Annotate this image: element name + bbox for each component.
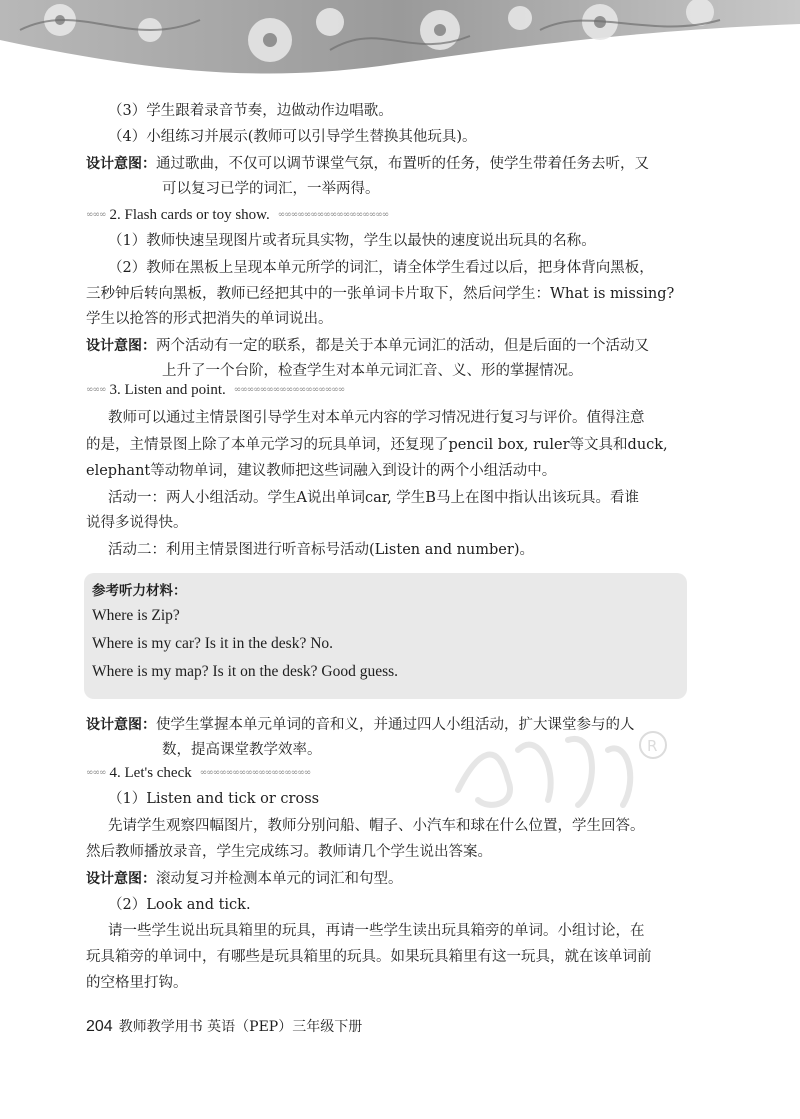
listening-material-box bbox=[84, 573, 687, 699]
design-intent-1-cont: 可以复习已学的词汇，一举两得。 bbox=[162, 181, 380, 197]
design-intent-3 bbox=[86, 712, 635, 738]
section-2-item-1: （1）教师快速呈现图片或者玩具实物，学生以最快的速度说出玩具的名称。 bbox=[108, 233, 596, 249]
design-intent-label: 设计意图： bbox=[86, 338, 156, 354]
section-4-sub-2-text: 请一些学生说出玩具箱里的玩具，再请一些学生读出玩具箱旁的单词。小组讨论，在 bbox=[108, 923, 645, 939]
section-4-sub-1: （1）Listen and tick or cross bbox=[108, 791, 320, 807]
design-intent-text: 滚动复习并检测本单元的词汇和句型。 bbox=[156, 871, 403, 887]
dotted-leader: ∞∞∞ bbox=[86, 385, 106, 395]
step-3: （3）学生跟着录音节奏，边做动作边唱歌。 bbox=[108, 103, 393, 119]
section-4-heading bbox=[86, 763, 310, 783]
section-4-sub-2-text-cont: 玩具箱旁的单词中，有哪些是玩具箱里的玩具。如果玩具箱里有这一玩具，就在该单词前 bbox=[86, 949, 652, 965]
activity-2: 活动二：利用主情景图进行听音标号活动(Listen and number)。 bbox=[108, 542, 534, 558]
page-number: 204 bbox=[86, 1018, 113, 1035]
step-4: （4）小组练习并展示(教师可以引导学生替换其他玩具)。 bbox=[108, 129, 477, 145]
section-2-item-2-cont: 三秒钟后转向黑板，教师已经把其中的一张单词卡片取下，然后问学生：What is missing? bbox=[86, 286, 675, 302]
svg-text:R: R bbox=[647, 737, 658, 755]
section-4-sub-2-text-cont: 的空格里打钩。 bbox=[86, 975, 188, 991]
listening-line: Where is my map? Is it on the desk? Good guess. bbox=[92, 663, 399, 680]
dotted-leader: ∞∞∞∞∞∞∞∞∞∞∞∞∞∞∞∞∞ bbox=[199, 768, 311, 778]
section-3-paragraph-cont: 的是，主情景图上除了本单元学习的玩具单词，还复现了pencil box, ruler等文具和duck, bbox=[86, 437, 668, 453]
design-intent-text: 使学生掌握本单元单词的音和义，并通过四人小组活动，扩大课堂参与的人 bbox=[156, 717, 635, 733]
section-3-heading bbox=[86, 380, 344, 400]
activity-1: 活动一：两人小组活动。学生A说出单词car, 学生B马上在图中指认出该玩具。看谁 bbox=[108, 490, 639, 506]
section-2-item-2: （2）教师在黑板上呈现本单元所学的词汇，请全体学生看过以后，把身体背向黑板， bbox=[108, 260, 654, 276]
design-intent-label: 设计意图： bbox=[86, 717, 156, 733]
section-title: 2. Flash cards or toy show. bbox=[109, 207, 270, 223]
design-intent-text: 通过歌曲，不仅可以调节课堂气氛，布置听的任务，使学生带着任务去听，又 bbox=[156, 156, 649, 172]
section-2-item-2-cont: 学生以抢答的形式把消失的单词说出。 bbox=[86, 311, 333, 327]
dotted-leader: ∞∞∞∞∞∞∞∞∞∞∞∞∞∞∞∞∞ bbox=[233, 385, 345, 395]
listening-line: Where is my car? Is it in the desk? No. bbox=[92, 635, 334, 652]
design-intent-label: 设计意图： bbox=[86, 156, 156, 172]
section-4-sub-2: （2）Look and tick. bbox=[108, 897, 251, 913]
page-footer bbox=[86, 1016, 362, 1036]
design-intent-label: 设计意图： bbox=[86, 871, 156, 887]
section-title: 4. Let's check bbox=[109, 765, 192, 781]
dotted-leader: ∞∞∞∞∞∞∞∞∞∞∞∞∞∞∞∞∞ bbox=[277, 210, 389, 220]
design-intent-2-cont: 上升了一个台阶，检查学生对本单元词汇音、义、形的掌握情况。 bbox=[162, 363, 583, 379]
dotted-leader: ∞∞∞ bbox=[86, 210, 106, 220]
section-3-paragraph: 教师可以通过主情景图引导学生对本单元内容的学习情况进行复习与评价。值得注意 bbox=[108, 410, 645, 426]
decorative-floral-banner bbox=[0, 0, 800, 100]
listening-line: Where is Zip? bbox=[92, 607, 180, 624]
design-intent-4 bbox=[86, 866, 403, 892]
book-title: 教师教学用书 英语（PEP）三年级下册 bbox=[118, 1019, 363, 1035]
activity-1-cont: 说得多说得快。 bbox=[86, 515, 188, 531]
dotted-leader: ∞∞∞ bbox=[86, 768, 106, 778]
listening-material-title: 参考听力材料： bbox=[92, 583, 187, 599]
design-intent-1 bbox=[86, 151, 649, 177]
design-intent-2 bbox=[86, 333, 649, 359]
section-4-sub-1-text-cont: 然后教师播放录音，学生完成练习。教师请几个学生说出答案。 bbox=[86, 844, 492, 860]
section-title: 3. Listen and point. bbox=[109, 382, 226, 398]
section-3-paragraph-cont: elephant等动物单词，建议教师把这些词融入到设计的两个小组活动中。 bbox=[86, 463, 557, 479]
section-2-heading bbox=[86, 205, 388, 225]
design-intent-3-cont: 数，提高课堂教学效率。 bbox=[162, 742, 322, 758]
design-intent-text: 两个活动有一定的联系，都是关于本单元词汇的活动，但是后面的一个活动又 bbox=[156, 338, 649, 354]
section-4-sub-1-text: 先请学生观察四幅图片，教师分别问船、帽子、小汽车和球在什么位置，学生回答。 bbox=[108, 818, 645, 834]
